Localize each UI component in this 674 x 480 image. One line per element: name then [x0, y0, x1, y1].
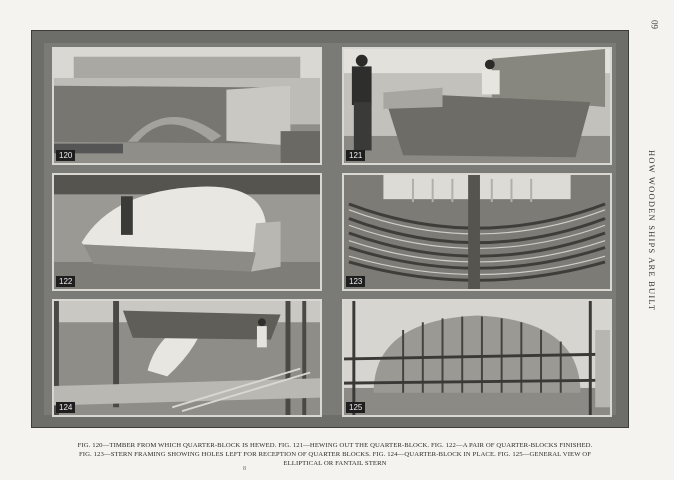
figure-123-photo [342, 173, 612, 291]
running-head: HOW WOODEN SHIPS ARE BUILT [647, 150, 657, 312]
figure-caption [40, 441, 630, 468]
figure-120-image [54, 49, 320, 163]
figure-122-label: 122 [56, 276, 75, 287]
figure-124-image [54, 301, 320, 415]
caption-line-3: ELLIPTICAL OR FANTAIL STERN [283, 460, 387, 467]
figure-125-photo [342, 299, 612, 417]
figure-125-image [344, 301, 610, 415]
figure-121-image [344, 49, 610, 163]
figure-124-label: 124 [56, 402, 75, 413]
figure-125-label: 125 [346, 402, 365, 413]
figure-120-label: 120 [56, 150, 75, 161]
figure-123-image [344, 175, 610, 289]
figure-124-photo [52, 299, 322, 417]
caption-line-1: FIG. 120—TIMBER FROM WHICH QUARTER-BLOCK IS HEWED. FIG. 121—HEWING OUT THE QUARTER-BLOCK. FIG. 122—A PAIR OF QUARTER-BLOCKS FINISHED. [77, 442, 593, 449]
figure-122-image [54, 175, 320, 289]
caption-line-2: FIG. 123—STERN FRAMING SHOWING HOLES LEFT FOR RECEPTION OF QUARTER BLOCKS. FIG. 124—QUARTER-BLOCK IN PLACE. FIG. 125—GENERAL VIEW OF [78, 451, 592, 458]
figure-122-photo [52, 173, 322, 291]
folio-mark: 8 [243, 466, 246, 472]
figure-121-label: 121 [346, 150, 365, 161]
figure-120-photo [52, 47, 322, 165]
figure-121-photo [342, 47, 612, 165]
page-number: 60 [650, 20, 660, 29]
photo-plate [31, 30, 629, 428]
figure-123-label: 123 [346, 276, 365, 287]
